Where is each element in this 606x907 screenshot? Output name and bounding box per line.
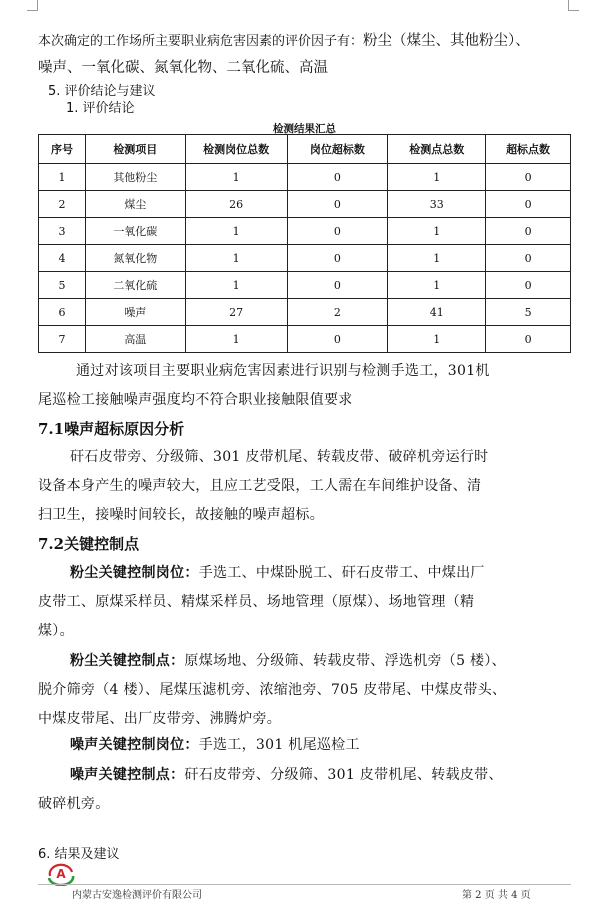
noise-cause-paragraph	[38, 443, 573, 530]
paragraph-line: 破碎机旁。	[38, 796, 110, 812]
table-cell: 0	[287, 191, 388, 218]
section-7-2-heading: 7.2关键控制点	[38, 535, 140, 553]
table-cell: 噪声	[85, 299, 185, 326]
table-cell: 33	[388, 191, 486, 218]
conclusion-line: 通过对该项目主要职业病危害因素进行识别与检测手选工，301机	[76, 363, 490, 379]
table-cell: 0	[287, 218, 388, 245]
table-cell: 41	[388, 299, 486, 326]
table-cell: 氮氧化物	[85, 245, 185, 272]
header-cell: 检测点总数	[388, 135, 486, 164]
table-cell: 0	[486, 164, 571, 191]
paragraph-line	[38, 647, 573, 676]
table-cell: 1	[388, 245, 486, 272]
section-7-1-heading: 7.1噪声超标原因分析	[38, 420, 185, 438]
header-cell: 序号	[39, 135, 86, 164]
table-cell: 1	[388, 272, 486, 299]
table-row	[39, 272, 571, 299]
table-cell: 0	[486, 191, 571, 218]
noise-positions-text: 手选工，301 机尾巡检工	[198, 737, 360, 753]
table-cell: 1	[185, 218, 287, 245]
table-cell: 0	[486, 326, 571, 353]
table-cell: 5	[39, 272, 86, 299]
section-6-heading: 6. 结果及建议	[38, 847, 120, 862]
table-row	[39, 326, 571, 353]
table-cell: 0	[287, 164, 388, 191]
table-cell: 0	[486, 272, 571, 299]
header-cell: 检测岗位总数	[185, 135, 287, 164]
company-logo-icon	[46, 862, 76, 886]
intro-paragraph	[38, 28, 578, 82]
paragraph-line	[38, 761, 573, 790]
table-row	[39, 299, 571, 326]
table-cell: 4	[39, 245, 86, 272]
table-cell: 1	[185, 164, 287, 191]
table-cell: 7	[39, 326, 86, 353]
noise-key-positions	[38, 731, 573, 760]
dust-positions-label: 粉尘关键控制岗位：	[70, 565, 199, 581]
dust-key-positions	[38, 559, 573, 646]
table-cell: 0	[287, 245, 388, 272]
table-row	[39, 191, 571, 218]
table-cell: 2	[287, 299, 388, 326]
paragraph-line: 脱介筛旁（4 楼）、尾煤压滤机旁、浓缩池旁、705 皮带尾、中煤皮带头、	[38, 682, 507, 698]
noise-positions-label: 噪声关键控制岗位：	[70, 737, 199, 753]
header-cell: 检测项目	[85, 135, 185, 164]
table-cell: 0	[287, 272, 388, 299]
noise-points-text: 矸石皮带旁、分级筛、301 皮带机尾、转载皮带、	[184, 767, 503, 783]
dust-key-points	[38, 647, 573, 734]
table-cell: 6	[39, 299, 86, 326]
table-cell: 二氧化硫	[85, 272, 185, 299]
paragraph-line: 扫卫生，接噪时间较长，故接触的噪声超标。	[38, 507, 324, 523]
table-cell: 27	[185, 299, 287, 326]
footer-divider	[38, 884, 571, 885]
table-cell: 1	[185, 326, 287, 353]
table-row	[39, 218, 571, 245]
header-cell: 超标点数	[486, 135, 571, 164]
crop-mark-top-left	[27, 0, 38, 11]
intro-text-2: 粉尘（煤尘、其他粉尘）、	[363, 33, 530, 49]
paragraph-line: 皮带工、原煤采样员、精煤采样员、场地管理（原煤）、场地管理（精	[38, 594, 475, 610]
noise-points-label: 噪声关键控制点：	[70, 767, 185, 783]
footer-company: 内蒙古安逸检测评价有限公司	[72, 890, 202, 901]
intro-line-2: 噪声、一氧化碳、氮氧化物、二氧化硫、高温	[38, 60, 328, 76]
logo-letter: A	[56, 867, 66, 881]
paragraph-line: 中煤皮带尾、出厂皮带旁、沸腾炉旁。	[38, 711, 282, 727]
table-row	[39, 164, 571, 191]
table-cell: 1	[185, 272, 287, 299]
paragraph-line: 矸石皮带旁、分级筛、301 皮带机尾、转载皮带、破碎机旁运行时	[70, 449, 489, 465]
intro-text-1: 本次确定的工作场所主要职业病危害因素的评价因子有：	[38, 34, 364, 49]
table-cell: 一氧化碳	[85, 218, 185, 245]
paragraph-line	[38, 559, 573, 588]
table-cell: 2	[39, 191, 86, 218]
dust-points-label: 粉尘关键控制点：	[70, 653, 185, 669]
table-cell: 1	[388, 164, 486, 191]
table-cell: 其他粉尘	[85, 164, 185, 191]
table-cell: 0	[486, 218, 571, 245]
table-cell: 0	[287, 326, 388, 353]
conclusion-paragraph	[38, 357, 573, 415]
section-5-heading: 5. 评价结论与建议	[48, 84, 156, 99]
table-cell: 1	[388, 218, 486, 245]
table-row	[39, 245, 571, 272]
conclusion-line: 尾巡检工接触噪声强度均不符合职业接触限值要求	[38, 392, 353, 408]
table-caption: 检测结果汇总	[273, 123, 336, 135]
table-cell: 5	[486, 299, 571, 326]
table-cell: 1	[185, 245, 287, 272]
table-cell: 26	[185, 191, 287, 218]
header-cell: 岗位超标数	[287, 135, 388, 164]
results-summary-table	[38, 134, 571, 353]
table-cell: 3	[39, 218, 86, 245]
paragraph-line: 煤）。	[38, 623, 74, 639]
noise-key-points	[38, 761, 573, 819]
paragraph-line: 设备本身产生的噪声较大，且应工艺受限，工人需在车间维护设备、清	[38, 478, 482, 494]
table-header-row	[39, 135, 571, 164]
table-cell: 1	[39, 164, 86, 191]
table-cell: 1	[388, 326, 486, 353]
table-cell: 高温	[85, 326, 185, 353]
table-cell: 煤尘	[85, 191, 185, 218]
paragraph-line	[38, 731, 573, 760]
table-cell: 0	[486, 245, 571, 272]
footer-page-number: 第 2 页 共 4 页	[462, 890, 531, 901]
dust-points-text: 原煤场地、分级筛、转载皮带、浮选机旁（5 楼）、	[184, 653, 506, 669]
section-5-1-heading: 1. 评价结论	[66, 101, 135, 116]
dust-positions-text: 手选工、中煤卧脱工、矸石皮带工、中煤出厂	[198, 565, 485, 581]
crop-mark-top-right	[568, 0, 579, 11]
